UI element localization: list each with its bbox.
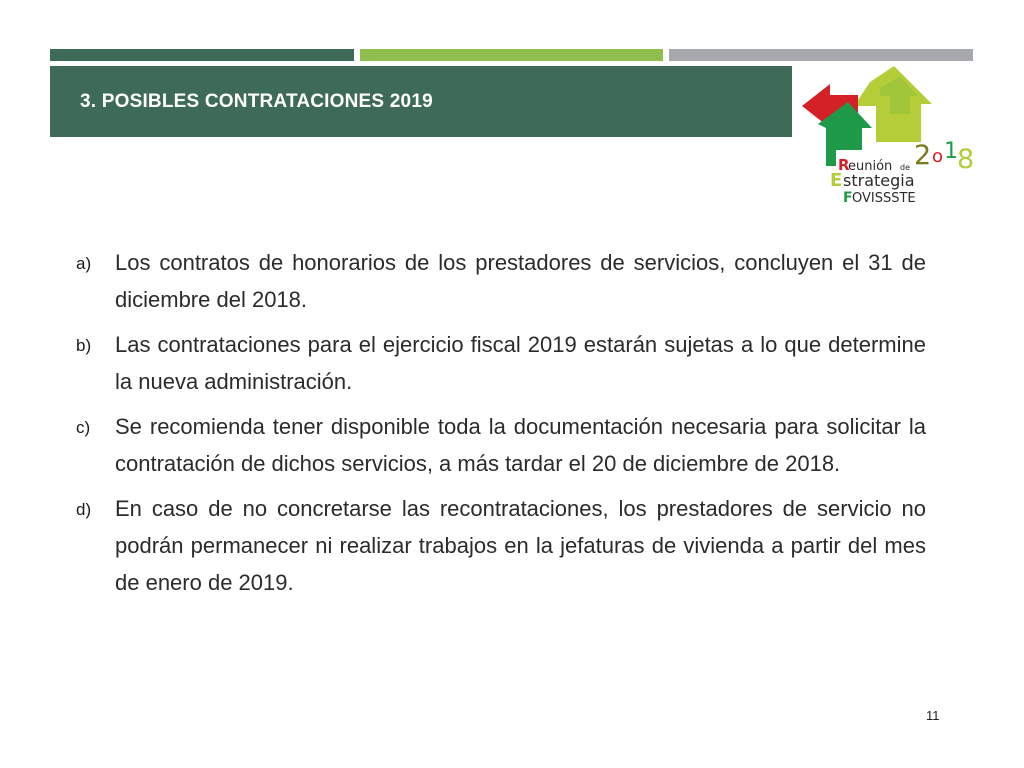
logo-estrategia-rest: strategia [843, 171, 915, 190]
list-marker: a) [76, 254, 92, 273]
page-number: 11 [926, 708, 940, 723]
list-item-text: En caso de no concretarse las recontrataciones, los prestadores de servicio no podrán permanecer ni realizar trabajos en la jefaturas de vivienda a partir del mes de enero de 2019. [115, 496, 926, 595]
logo-reunion-initial: R [838, 156, 850, 174]
logo-year-8: 8 [957, 144, 975, 175]
header-stripe-lime [360, 49, 663, 61]
list-marker: b) [76, 336, 92, 355]
logo-reunion-rest: eunión [848, 159, 893, 174]
logo-year-1: 1 [944, 139, 958, 164]
list-marker: d) [76, 500, 92, 519]
list-item [76, 490, 926, 601]
logo-reunion-de: de [900, 163, 910, 172]
logo-fovissste-initial: F [843, 190, 853, 206]
logo-fovissste-rest: OVISSSTE [852, 191, 916, 206]
list-item [76, 408, 926, 482]
list-marker: c) [76, 418, 91, 437]
list-item-text: Se recomienda tener disponible toda la documentación necesaria para solicitar la contratación de dichos servicios, a más tardar el 20 de diciembre de 2018. [115, 414, 926, 476]
logo-year-2: 2 [914, 140, 932, 171]
logo-graphic [796, 62, 986, 210]
title-bar [50, 66, 792, 137]
list-item [76, 244, 926, 318]
slide-title: 3. POSIBLES CONTRATACIONES 2019 [80, 90, 433, 112]
logo-year-o: o [932, 146, 944, 167]
bullet-list [76, 244, 926, 609]
reunion-estrategia-logo [796, 62, 986, 210]
header-stripe-dark-green [50, 49, 354, 61]
list-item-text: Las contrataciones para el ejercicio fiscal 2019 estarán sujetas a lo que determine la nueva administración. [115, 332, 926, 394]
list-item-text: Los contratos de honorarios de los prestadores de servicios, concluyen el 31 de diciembre del 2018. [115, 250, 926, 312]
header-stripe-gray [669, 49, 973, 61]
list-item [76, 326, 926, 400]
logo-estrategia-initial: E [830, 170, 843, 191]
